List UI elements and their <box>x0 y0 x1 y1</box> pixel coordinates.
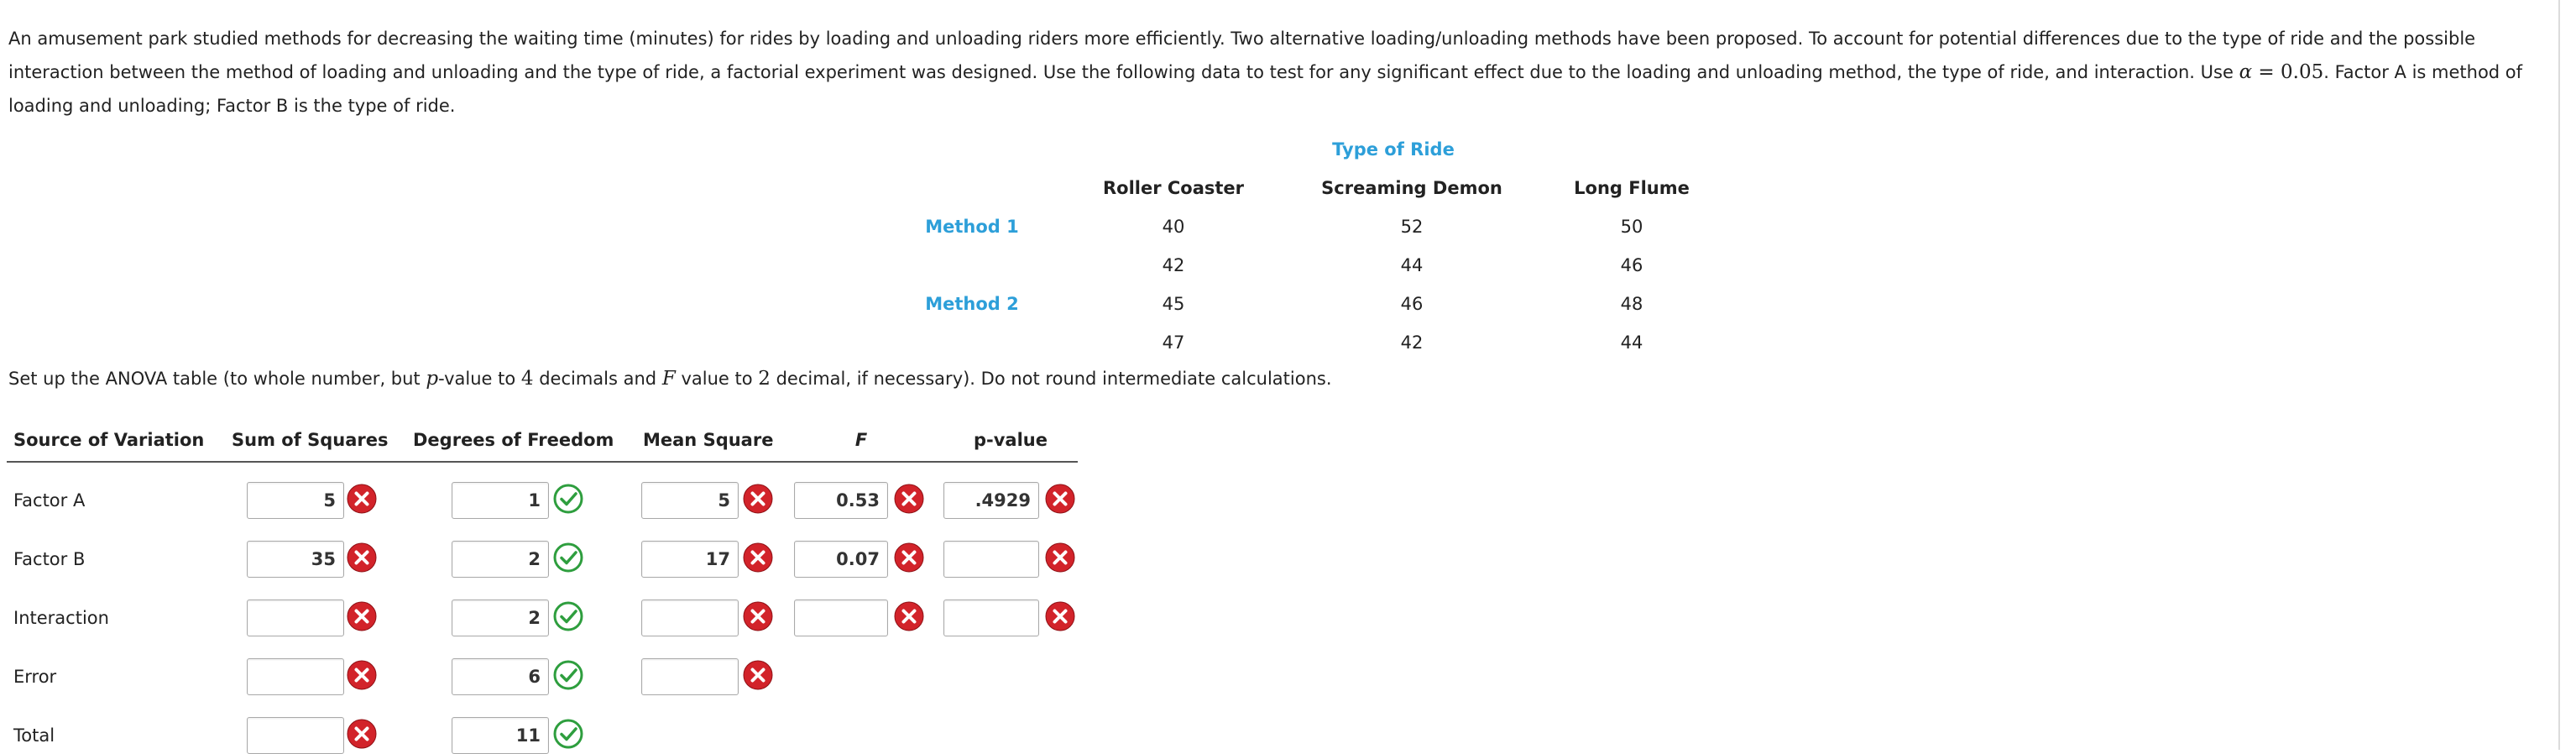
header-degrees-of-freedom: Degrees of Freedom <box>413 430 614 450</box>
mean-square-input[interactable] <box>641 600 739 636</box>
x-circle-icon <box>346 659 378 691</box>
p-value-input[interactable]: .4929 <box>943 482 1039 519</box>
f-value-input[interactable] <box>794 600 888 636</box>
data-cell: 44 <box>1620 332 1643 353</box>
row-label-error: Error <box>13 667 57 687</box>
header-divider <box>7 461 1078 463</box>
col-header-roller-coaster: Roller Coaster <box>1102 178 1245 198</box>
f-value-input[interactable]: 0.07 <box>794 541 888 578</box>
type-of-ride-header: Type of Ride <box>1332 139 1455 160</box>
sum-of-squares-input[interactable] <box>247 600 344 636</box>
x-circle-icon <box>893 542 925 573</box>
degrees-of-freedom-input[interactable]: 6 <box>452 658 549 695</box>
x-circle-icon <box>346 600 378 632</box>
sum-of-squares-input[interactable]: 35 <box>247 541 344 578</box>
data-cell: 47 <box>1162 332 1185 353</box>
data-cell: 45 <box>1162 294 1185 314</box>
header-source-of-variation: Source of Variation <box>13 430 205 450</box>
sum-of-squares-input[interactable] <box>247 658 344 695</box>
x-circle-icon <box>346 542 378 573</box>
data-cell: 46 <box>1620 255 1643 275</box>
mean-square-input[interactable]: 17 <box>641 541 739 578</box>
row-label-factor-b: Factor B <box>13 549 86 569</box>
header-p-value: p-value <box>974 430 1048 450</box>
x-circle-icon <box>893 483 925 515</box>
sum-of-squares-input[interactable] <box>247 717 344 754</box>
header-f: F <box>854 430 868 450</box>
row-label-method-1: Method 1 <box>925 217 1019 237</box>
col-header-long-flume: Long Flume <box>1574 178 1690 198</box>
data-cell: 40 <box>1162 217 1185 237</box>
data-cell: 42 <box>1400 332 1424 353</box>
instructions-text: Set up the ANOVA table (to whole number, but p-value to 4 decimals and F value to 2 decimal, if necessary). Do not round intermediate calculations. <box>8 368 1332 390</box>
header-mean-square: Mean Square <box>643 430 774 450</box>
data-cell: 44 <box>1400 255 1424 275</box>
data-cell: 42 <box>1162 255 1185 275</box>
x-circle-icon <box>346 718 378 750</box>
data-cell: 50 <box>1620 217 1643 237</box>
x-circle-icon <box>893 600 925 632</box>
x-circle-icon <box>742 483 774 515</box>
p-value-input[interactable] <box>943 541 1039 578</box>
x-circle-icon <box>346 483 378 515</box>
check-circle-icon <box>552 659 584 691</box>
col-header-screaming-demon: Screaming Demon <box>1321 178 1502 198</box>
degrees-of-freedom-input[interactable]: 2 <box>452 541 549 578</box>
f-value-input[interactable]: 0.53 <box>794 482 888 519</box>
check-circle-icon <box>552 542 584 573</box>
mean-square-input[interactable] <box>641 658 739 695</box>
x-circle-icon <box>742 542 774 573</box>
row-label-factor-a: Factor A <box>13 490 86 511</box>
data-cell: 52 <box>1400 217 1424 237</box>
check-circle-icon <box>552 483 584 515</box>
data-cell: 46 <box>1400 294 1424 314</box>
x-circle-icon <box>742 600 774 632</box>
row-label-interaction: Interaction <box>13 608 109 628</box>
x-circle-icon <box>742 659 774 691</box>
row-label-method-2: Method 2 <box>925 294 1019 314</box>
degrees-of-freedom-input[interactable]: 2 <box>452 600 549 636</box>
mean-square-input[interactable]: 5 <box>641 482 739 519</box>
x-circle-icon <box>1044 483 1076 515</box>
sum-of-squares-input[interactable]: 5 <box>247 482 344 519</box>
x-circle-icon <box>1044 600 1076 632</box>
x-circle-icon <box>1044 542 1076 573</box>
problem-text: An amusement park studied methods for decreasing the waiting time (minutes) for rides by loading and unloading riders more efficiently. Two alternative loading/unloading methods have been proposed. To account for potential differences due to the type of ride and the possible interaction between the method of loading and unloading and the type of ride, a factorial experiment was designed. Use the following data to test for any significant effect due to the loading and unloading method, the type of ride, and interaction. Use α = 0.05. Factor A is method of loading and unloading; Factor B is the type of ride. <box>8 29 2523 116</box>
data-cell: 48 <box>1620 294 1643 314</box>
degrees-of-freedom-input[interactable]: 11 <box>452 717 549 754</box>
right-border-line <box>2558 0 2560 750</box>
header-sum-of-squares: Sum of Squares <box>232 430 389 450</box>
degrees-of-freedom-input[interactable]: 1 <box>452 482 549 519</box>
row-label-total: Total <box>13 725 55 746</box>
check-circle-icon <box>552 718 584 750</box>
check-circle-icon <box>552 600 584 632</box>
p-value-input[interactable] <box>943 600 1039 636</box>
